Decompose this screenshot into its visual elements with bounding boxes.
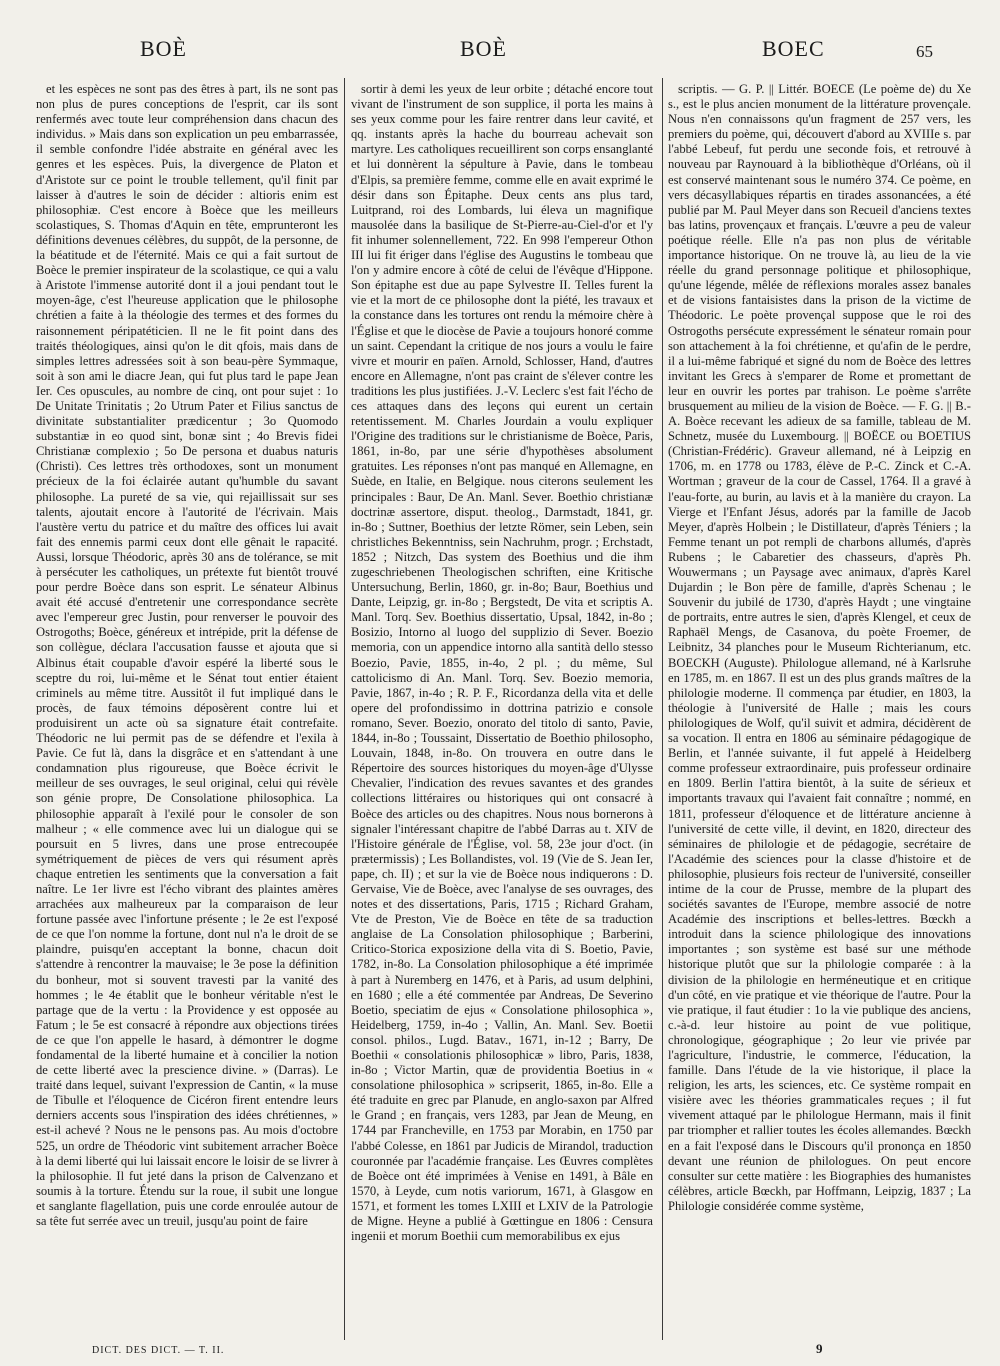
page-number: 65: [916, 42, 933, 61]
column-rule: [662, 78, 663, 1340]
column-text: scriptis. — G. P. || Littér. BOECE (Le poème de) du Xe s., est le plus ancien monument de la littérature provençale. Nous n'en connaissons qu'un fragment de 257 vers, les premiers du poème, qui, découvert d'abord au XVIIIe s. par l'abbé Lebeuf, fut perdu une seconde fois, et retrouvé à nouveau par Raynouard à la bibliothèque d'Orléans, où il est conservé maintenant sous le numéro 374. Ce poème, en vers décasyllabiques répartis en tirades assonancées, a été publié par M. Paul Meyer dans son Recueil d'anciens textes bas latins, provençaux et français. L'œuvre a peu de valeur poétique réelle. Elle n'a pas non plus de véritable importance historique. On ne trouve là, au lieu de la vie réelle du grand personnage politique et philosophique, qu'une légende, mêlée de réflexions morales assez banales et de visions fantaisistes dans la prison de la victime de Théodoric. Le poète provençal suppose que le roi des Ostrogoths persécute expressément le sénateur romain pour son attachement à la foi chrétienne, et qu'afin de le perdre, il a lui-même fabriqué et signé du nom de Boèce des lettres invitant les Grecs à s'emparer de Rome et promettant de leur en ouvrir les portes par trahison. Le poème s'arrête brusquement au milieu de la vision de Boèce. — F. G. || B.-A. Boèce recevant les adieux de sa famille, tableau de M. Schnetz, musée du Luxembourg. || BOËCE ou BOETIUS (Christian-Frédéric). Graveur allemand, né à Leipzig en 1706, m. en 1778 ou 1783, élève de P.-C. Zinck et C.-A. Wortman ; graveur de la cour de Cassel, 1764. Il a gravé à l'eau-forte, au burin, au lavis et à la manière du crayon. La Vierge et l'Enfant Jésus, adorés par la famille de Jacob Meyer, d'après Holbein ; le Distillateur, d'après Téniers ; la Femme tenant un pot rempli de charbons allumés, d'après Rubens ; le Cabaretier des chasseurs, d'après Ph. Wouwermans ; un Paysage avec animaux, d'après Karel Dujardin ; le Bon père de famille, d'après Schenau ; le Souvenir du jubilé de 1730, d'après Haydt ; une vingtaine de portraits, entre autres le sien, d'après Klengel, et ceux de Raphaël Mengs, de Casanova, du poète Froemer, de Leibnitz, 34 planches pour le Museum Richterianum, etc. BOECKH (Auguste). Philologue allemand, né à Karlsruhe en 1785, m. en 1867. Il est un des plus grands maîtres de la philologie moderne. Il commença par étudier, en 1803, la théologie à l'université de Halle ; mais les cours philologiques de Wolf, qu'il suivit et admira, décidèrent de sa vocation. Il entra en 1806 au séminaire pédagogique de Berlin, et l'année suivante, il fut appelé à Heidelberg comme professeur extraordinaire, puis professeur ordinaire en 1809. Berlin l'attira bientôt, à la suite de sérieux et importants travaux qui l'avaient fait connaître ; nommé, en 1811, professeur d'éloquence et de littérature ancienne à l'université de cette ville, il devint, en 1820, directeur des séminaires de philologie et de pédagogie, secrétaire de l'Académie des sciences pour la classe d'histoire et de philosophie, plusieurs fois recteur de l'université, conseiller intime de la cour de Prusse, membre de la plupart des sociétés savantes de l'Europe, membre associé de notre Académie des inscriptions et belles-lettres. Bœckh a introduit dans la science philologique des innovations importantes ; son système est basé sur une méthode historique plutôt que sur la philologie comparée : à la division de la philologie en herméneutique et en critique d'un côté, en vie pratique et vie théorique de l'autre. Pour la vie pratique, il faut étudier : 1o la vie publique des anciens, c.-à-d. leur histoire au point de vue politique, chronologique, géographique ; 2o leur vie privée par l'agriculture, l'industrie, le commerce, l'éducation, la famille. Dans l'étude de la vie historique, il place la religion, les arts, les sciences, etc. Ce système rompait en visière avec les théories grammaticales reçues ; il fut vivement attaqué par le philologue Hermann, mais il finit par triompher et rallier toutes les écoles allemandes. Bœckh en a fait l'exposé dans le Discours qu'il prononça en 1850 devant une réunion de philologues. On peut encore consulter sur cette matière : les Biographies des humanistes célèbres, article Bœckh, par Hoffmann, Leipzig, 1837 ; La Philologie considérée comme système,: [668, 82, 971, 1213]
column-text: sortir à demi les yeux de leur orbite ; détaché encore tout vivant de l'instrument de son supplice, il porta les mains à ses yeux comme pour les faire rentrer dans leur cavité, et qq. instants après la hache du bourreau achevait son martyre. Les catholiques recueillirent son corps ensanglanté et lui donnèrent la sépulture à Pavie, dans le tombeau d'Elpis, sa première femme, comme elle en avait exprimé le désir dans son Épitaphe. Deux cents ans plus tard, Luitprand, roi des Lombards, lui éleva un magnifique mausolée dans la basilique de St-Pierre-au-Ciel-d'or et l'y fit inhumer solennellement, 722. En 998 l'empereur Othon III lui fit ériger dans l'église des Augustins le tombeau que l'on y admire encore à côté de celui de l'évêque d'Hippone. Son épitaphe est due au pape Sylvestre II. Telles furent la vie et la mort de ce philosophe dont la piété, les travaux et la constance dans les tortures ont rendu la mémoire chère à l'Église et que le diocèse de Pavie a toujours honoré comme un saint. Cependant la critique de nos jours a voulu le faire vivre et mourir en païen. Arnold, Schlosser, Hand, d'autres encore en Allemagne, n'ont pas craint de s'élever contre les traditions les plus justifiées. J.-V. Leclerc s'est fait l'écho de ces attaques dans des leçons qui eurent un certain retentissement. M. Charles Jourdain a voulu expliquer l'Origine des traditions sur le christianisme de Boèce, Paris, 1861, in-8o, par une série d'hypothèses absolument gratuites. Les réponses n'ont pas manqué en Allemagne, en Suède, en Italie, en Belgique. nous citerons seulement les principales : Baur, De An. Manl. Sever. Boethio christianæ doctrinæ assertore, disput. theolog., Darmstadt, 1841, gr. in-8o ; Suttner, Boethius der letzte Römer, sein Leben, sein christliches Bekenntniss, sein Nachruhm, progr. ; Erchstadt, 1852 ; Nitzch, Das system des Boethius und die ihm zugeschriebenen Theologischen schriften, eine Kritische Untersuchung, Berlin, 1860, gr. in-8o; Baur, Boethius und Dante, Leipzig, gr. in-8o ; Bergstedt, De vita et scriptis A. Manl. Torq. Sev. Boethius dissertatio, Upsal, 1842, in-8o ; Bosizio, Intorno al luogo del supplizio di Sever. Boezio memoria, con un appendice intorno alla santità dello stesso Boezio, Pavie, 1855, in-4o, 2 pl. ; du même, Sul cattolicismo di An. Manl. Torq. Sev. Boezio memoria, Pavie, 1867, in-4o ; R. P. F., Ricordanza della vita et delle opere del profondissimo in dottrina patrizio e console romano, Sever. Boezio, onorato del titolo di santo, Pavie, 1844, in-8o ; Toussaint, Dissertatio de Boethio philosopho, Louvain, 1848, in-8o. On trouvera en outre dans le Répertoire des sources historiques du moyen-âge d'Ulysse Chevalier, l'indication des revues savantes et des grandes collections littéraires ou historiques qui ont consacré à Boèce des articles ou des chapitres. Nous nous bornerons à signaler l'intéressant chapitre de l'abbé Darras au t. XIV de l'Histoire générale de l'Église, vol. 58, 23e jour d'oct. (in prætermissis) ; Les Bollandistes, vol. 19 (Vie de S. Jean Ier, pape, ch. II) ; et sur la vie de Boèce nous indiquerons : D. Gervaise, Vie de Boèce, avec l'analyse de ses ouvrages, des notes et des dissertations, Paris, 1715 ; Richard Graham, Vte de Preston, Vie de Boèce en tête de sa traduction anglaise de La Consolation philosophique ; Barberini, Critico-Storica exposizione della vita di S. Boetio, Pavie, 1782, in-8o. La Consolation philosophique a été imprimée à part à Nuremberg en 1476, et à Paris, ad usum delphini, en 1680 ; elle a été commentée par Andreas, De Severino Boetio, speciatim de ejus « Consolatione philosophica », Heidelberg, 1759, in-4o ; Vallin, An. Manl. Sev. Boetii consol. philos., Lugd. Batav., 1671, in-12 ; Barry, De Boethii « consolationis philosophicæ » libro, Paris, 1838, in-8o ; Victor Martin, quæ de providentia Boetius in « consolatione philosophica » scripserit, 1865, in-8o. Elle a été traduite en grec par Planude, en anglo-saxon par Alfred le Grand ; en français, vers 1283, par Jean de Meung, en 1744 par Francheville, en 1753 par Morabin, en 1750 par l'abbé Colesse, en 1861 par Judicis de Mirandol, traduction couronnée par l'académie française. Les Œuvres complètes de Boèce ont été imprimées à Venise en 1491, à Bâle en 1570, à Leyde, cum notis variorum, 1671, à Glasgow en 1571, et forment les tomes LXIII et LXIV de la Patrologie de Migne. Heyne a publié à Gœttingue en 1806 : Censura ingenii et morum Boethii cum memorabilibus ex ejus: [351, 82, 653, 1244]
gathering-mark: 9: [816, 1341, 823, 1356]
running-head-right: BOEC: [762, 36, 825, 61]
column-text: et les espèces ne sont pas des êtres à part, ils ne sont pas non plus de pures conceptions de l'esprit, car ils sont renfermés avec toute leur compréhension dans chacun des individus. » Mais dans son explication un peu embarrassée, il semble confondre l'idée abstraite en général avec les genres et les espèces. Puis, la divergence de Platon et d'Aristote sur ce point le trouble tellement, qu'il finit par laisser à d'autres le soin de décider : altioris enim est philosophiæ. C'est encore à Boèce que les meilleurs scolastiques, S. Thomas d'Aquin en tête, emprunteront les définitions devenues célèbres, du suppôt, de la personne, de la béatitude et de l'éternité. Mais ce qui a fait surtout de Boèce le premier inspirateur de la scolastique, ce qui a valu à Aristote l'immense autorité dont il a joui pendant tout le moyen-âge, c'est l'heureuse application que le philosophe chrétien a faite à la théologie des termes et des formes du raisonnement péripatéticien. Il ne le fit point dans des traités théologiques, ainsi qu'on le dit qfois, mais dans de simples lettres adressées soit à son beau-père Symmaque, soit à son ami le diacre Jean, qui fut plus tard le pape Jean Ier. Ces opuscules, au nombre de cinq, ont pour sujet : 1o De Unitate Trinitatis ; 2o Utrum Pater et Filius sanctus de divinitate substantialiter prædicentur ; 3o Quomodo substantiæ in eo quod sint, bonæ sint ; 4o Brevis fidei Christianæ complexio ; 5o De persona et duabus naturis (Christi). Ces lettres très orthodoxes, sont un monument précieux de la foi éclairée autant qu'humble du savant philosophe. La pureté de sa vie, qui rejaillissait sur ses talents, ajoutait encore à l'autorité de l'écrivain. Mais l'austère vertu du patrice et du maître des offices lui avait fait des ennemis parmi ceux dont elle gênait le rapacité. Aussi, lorsque Théodoric, après 30 ans de tolérance, se mit à persécuter les catholiques, un prétexte fut bientôt trouvé pour perdre Boèce dans son esprit. Le sénateur Albinus avait été accusé d'entretenir une correspondance secrète avec l'empereur grec Justin, pour renverser le pouvoir des Ostrogoths; Boèce, généreux et intrépide, prit la défense de son collègue, déclara l'accusation fausse et ajouta que si Albinus était coupable d'avoir espéré la liberté sous le sceptre du roi, lui-même et le Sénat tout entier étaient criminels au même titre. Aussitôt il fut impliqué dans le procès, de faux témoins déposèrent contre lui et produisirent un acte où sa signature était contrefaite. Théodoric ne lui permit pas de se défendre et l'exila à Pavie. Ce fut là, dans la disgrâce et en s'attendant à une condamnation plus rigoureuse, que Boèce écrivit le meilleur de ses ouvrages, le seul original, celui qui révèle son génie propre, De Consolatione philosophica. La philosophie apparaît à l'exilé pour le consoler de son malheur ; « elle commence avec lui un dialogue qui se poursuit en 5 livres, dans une prose entrecoupée symétriquement de pièces de vers qui résument après chaque entretien les sentiments que la conversation a fait naître. Le 1er livre est l'écho vibrant des plaintes amères arrachées aux malheureux par la comparaison de leur fortune passée avec l'infortune présente ; le 2e est l'exposé de ce que l'on nomme la fortune, dont nul n'a le droit de se plaindre, puisqu'en acceptant la bonne, chacun doit s'attendre à rencontrer la mauvaise; le 3e pose la définition du bonheur, mot si souvent travesti par la vanité des hommes ; le 4e établit que le bonheur véritable n'est le partage que de la vertu : la Providence y est opposée au Fatum ; le 5e est consacré à répondre aux objections tirées de ce que l'on appelle le hasard, à démontrer le dogme fondamental de la liberté humaine et à concilier la notion de cette liberté avec la prescience divine. » (Darras). Le traité dans lequel, suivant l'expression de Cantin, « la muse de Tibulle et l'éloquence de Cicéron firent entendre leurs derniers accents sous l'inspiration des idées chrétiennes, » est-il achevé ? Nous ne le pensons pas. Au mois d'octobre 525, un ordre de Théodoric vint subitement arracher Boèce à la demi liberté qui lui laissait encore le loisir de se livrer à la philosophie. Il fut jeté dans la prison de Calvenzano et soumis à la torture. Étendu sur la roue, il subit une longue et sanglante flagellation, puis une corde enroulée autour de sa tête fut serrée avec un treuil, jusqu'au point de faire: [36, 82, 338, 1229]
text-column-2: [351, 82, 653, 1337]
text-column-1: [36, 82, 338, 1337]
text-column-3: [668, 82, 971, 1337]
running-head-left: BOÈ: [140, 36, 187, 61]
volume-signature: DICT. DES DICT. — T. II.: [92, 1345, 225, 1356]
running-head-center: BOÈ: [460, 36, 507, 61]
column-rule: [344, 78, 345, 1340]
